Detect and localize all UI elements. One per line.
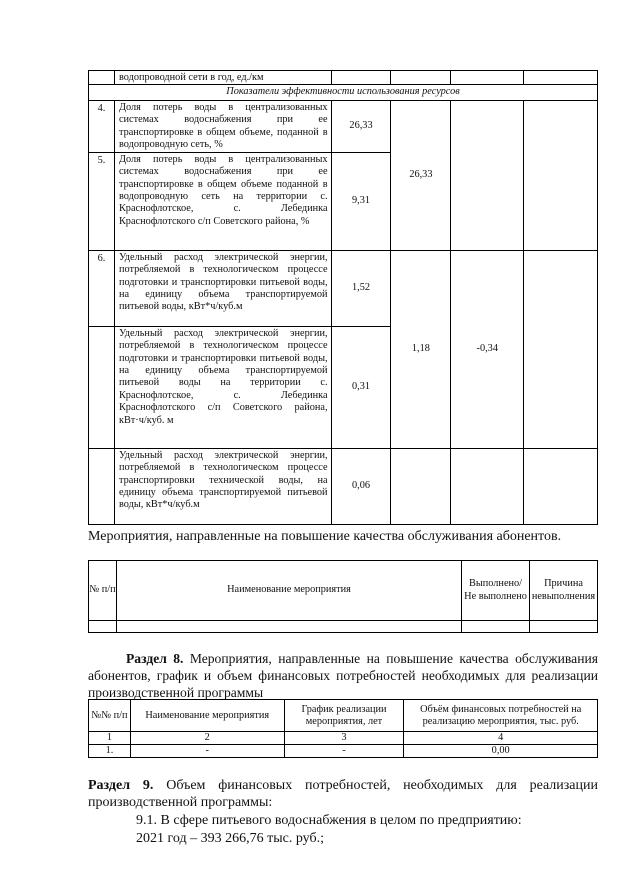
line-9-1: 9.1. В сфере питьевого водоснабжения в целом по предприятию: [136, 813, 522, 828]
col-number: 3 [284, 732, 404, 745]
col-number: 1 [89, 732, 131, 745]
section-9-heading [88, 777, 598, 811]
section-8-heading [88, 650, 598, 701]
indicator-text: Удельный расход электрической энергии, потребляемой в технологическом процессе транспортировки технической воды, на единицу объема транспортируемой питьевой воды, кВт*ч/куб.м [114, 448, 331, 524]
merged-value-2: 1,18 [391, 250, 451, 448]
line-2021: 2021 год – 393 266,76 тыс. руб.; [136, 831, 324, 846]
header-name: Наименование мероприятия [130, 700, 284, 732]
indicator-value: 26,33 [331, 100, 391, 152]
section-8-text: Мероприятия, направленные на повышение качества обслуживания абонентов, график и объем финансовых потребностей необходимых для реализации производственной программы [88, 651, 598, 700]
indicator-text: Удельный расход электрической энергии, потребляемой в технологическом процессе подготовки и транспортировки питьевой воды, на единицу объема транспортируемой питьевой воды на территории с. Краснофлотское, с. Лебединка Краснофлотского с/п Советского района, кВт·ч/куб. м [114, 326, 331, 448]
indicator-text: Доля потерь воды в централизованных системах водоснабжения при ее транспортировке в общем объеме поданной в водопроводную сеть на территории с. Краснофлотское, с. Лебединка Краснофлотского с/п Советского района, % [114, 152, 331, 250]
merged-value-1: 26,33 [391, 100, 451, 250]
top-row-text: водопроводной сети в год, ед./км [114, 71, 331, 85]
indicator-value: 0,31 [331, 326, 391, 448]
row-cell: - [284, 745, 404, 758]
indicator-value: 1,52 [331, 250, 391, 326]
col-num-header: № п/п [89, 561, 117, 621]
row-index: 4. [89, 100, 115, 152]
header-num: №№ п/п [89, 700, 131, 732]
row-cell: 1. [89, 745, 131, 758]
col-number: 2 [130, 732, 284, 745]
row-cell: 0,00 [404, 745, 598, 758]
indicators-table [88, 70, 598, 525]
header-finance: Объём финансовых потребностей на реализацию мероприятия, тыс. руб. [404, 700, 598, 732]
row-index [89, 326, 115, 448]
indicator-text: Доля потерь воды в централизованных системах водоснабжения при ее транспортировке в общем объеме, поданной в водопроводную сеть, % [114, 100, 331, 152]
section-9-text: Объем финансовых потребностей, необходимых для реализации производственной программы: [88, 778, 598, 810]
col-done-header: Выполнено/ Не выполнено [462, 561, 530, 621]
indicator-text: Удельный расход электрической энергии, потребляемой в технологическом процессе подготовки и транспортировки питьевой воды, на единицу объема транспортируемой питьевой воды, кВт*ч/куб.м [114, 250, 331, 326]
col-reason-header: Причина невыполнения [530, 561, 598, 621]
merged-value-3: -0,34 [451, 250, 524, 448]
measures-table [88, 560, 598, 633]
measures-paragraph: Мероприятия, направленные на повышение качества обслуживания абонентов. [88, 529, 562, 544]
row-index: 5. [89, 152, 115, 250]
indicator-value: 0,06 [331, 448, 391, 524]
row-index [89, 448, 115, 524]
indicator-value: 9,31 [331, 152, 391, 250]
section-caption: Показатели эффективности использования ресурсов [89, 85, 598, 100]
section-9-label: Раздел 9. [88, 778, 154, 793]
section-8-label: Раздел 8. [126, 651, 184, 666]
col-name-header: Наименование мероприятия [116, 561, 461, 621]
header-schedule: График реализации мероприятия, лет [284, 700, 404, 732]
row-index: 6. [89, 250, 115, 326]
section-8-table [88, 699, 598, 758]
row-cell: - [130, 745, 284, 758]
col-number: 4 [404, 732, 598, 745]
